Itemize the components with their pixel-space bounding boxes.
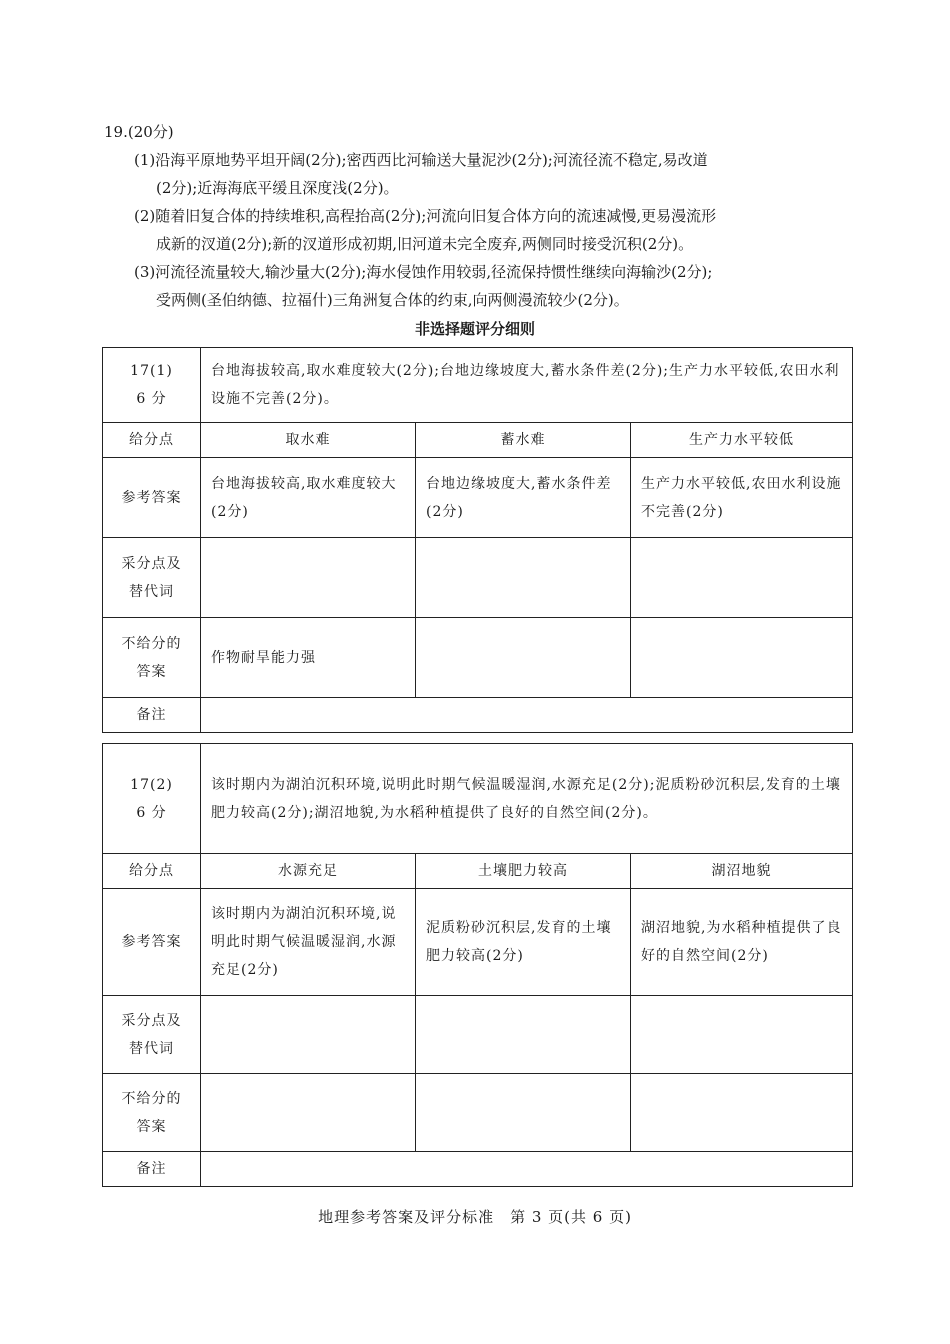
answer-cell: 泥质粉砂沉积层,发育的土壤肥力较高(2分)	[416, 889, 631, 996]
table-row	[103, 996, 853, 1074]
table-row	[103, 1152, 853, 1187]
keyword-label	[103, 538, 201, 618]
answer-cell: 生产力水平较低,农田水利设施不完善(2分)	[631, 458, 853, 538]
table-row	[103, 458, 853, 538]
no-score-label	[103, 1074, 201, 1152]
keyword-cell	[201, 538, 416, 618]
points-label: 给分点	[103, 423, 201, 458]
q19-p2-line1: (2)随着旧复合体的持续堆积,高程抬高(2分);河流向旧复合体方向的流速减慢,更易漫流形	[134, 207, 717, 225]
keyword-label-line1: 采分点及	[121, 1012, 182, 1029]
question-number-cell	[103, 744, 201, 854]
question-19	[104, 118, 864, 314]
q19-heading: 19.(20分)	[104, 123, 174, 141]
keyword-label-line2: 替代词	[129, 1040, 174, 1057]
question-score: 6 分	[136, 804, 167, 821]
remarks-cell	[201, 698, 853, 733]
q19-part-3	[104, 258, 864, 314]
table-row	[103, 744, 853, 854]
keyword-cell	[631, 538, 853, 618]
no-score-cell: 作物耐旱能力强	[201, 618, 416, 698]
scoring-table-17-2	[102, 743, 853, 1187]
point-cell: 湖沼地貌	[631, 854, 853, 889]
question-score: 6 分	[136, 391, 167, 407]
table-row	[103, 423, 853, 458]
reference-label: 参考答案	[103, 889, 201, 996]
q19-p1-line1: (1)沿海平原地势平坦开阔(2分);密西西比河输送大量泥沙(2分);河流径流不稳定,易改道	[134, 151, 708, 169]
question-number: 17(2)	[130, 776, 173, 793]
q19-part-1	[104, 146, 864, 202]
answer-cell: 该时期内为湖泊沉积环境,说明此时期气候温暖湿润,水源充足(2分)	[201, 889, 416, 996]
keyword-label	[103, 996, 201, 1074]
point-cell: 土壤肥力较高	[416, 854, 631, 889]
no-score-cell	[631, 618, 853, 698]
question-number: 17(1)	[130, 363, 173, 379]
q19-p2-line2: 成新的汊道(2分);新的汊道形成初期,旧河道未完全废弃,两侧同时接受沉积(2分)。	[156, 235, 694, 253]
answer-cell: 台地边缘坡度大,蓄水条件差(2分)	[416, 458, 631, 538]
keyword-cell	[416, 996, 631, 1074]
answer-cell: 台地海拔较高,取水难度较大(2分)	[201, 458, 416, 538]
q19-p3-line2: 受两侧(圣伯纳德、拉福什)三角洲复合体的约束,向两侧漫流较少(2分)。	[156, 291, 629, 309]
table-row	[103, 889, 853, 996]
no-score-cell	[416, 1074, 631, 1152]
remarks-cell	[201, 1152, 853, 1187]
table-row	[103, 618, 853, 698]
page-footer: 地理参考答案及评分标准 第 3 页(共 6 页)	[318, 1208, 632, 1226]
no-score-label-line2: 答案	[136, 1118, 167, 1135]
q19-part-2	[104, 202, 864, 258]
section-title: 非选择题评分细则	[414, 320, 535, 338]
table-row	[103, 1074, 853, 1152]
q19-p1-line2: (2分);近海海底平缓且深度浅(2分)。	[156, 179, 399, 197]
remarks-label: 备注	[103, 698, 201, 733]
keyword-cell	[201, 996, 416, 1074]
table-row	[103, 854, 853, 889]
no-score-label	[103, 618, 201, 698]
full-answer-cell: 该时期内为湖泊沉积环境,说明此时期气候温暖湿润,水源充足(2分);泥质粉砂沉积层,发育的土壤肥力较高(2分);湖沼地貌,为水稻种植提供了良好的自然空间(2分)。	[201, 744, 853, 854]
no-score-cell	[201, 1074, 416, 1152]
scoring-table-17-1	[102, 347, 853, 733]
full-answer-cell: 台地海拔较高,取水难度较大(2分);台地边缘坡度大,蓄水条件差(2分);生产力水平较低,农田水利设施不完善(2分)。	[201, 348, 853, 423]
question-number-cell	[103, 348, 201, 423]
keyword-label-line1: 采分点及	[121, 555, 182, 572]
point-cell: 蓄水难	[416, 423, 631, 458]
point-cell: 水源充足	[201, 854, 416, 889]
point-cell: 取水难	[201, 423, 416, 458]
points-label: 给分点	[103, 854, 201, 889]
table-row	[103, 698, 853, 733]
keyword-cell	[416, 538, 631, 618]
q19-p3-line1: (3)河流径流量较大,输沙量大(2分);海水侵蚀作用较弱,径流保持惯性继续向海输沙(2分);	[134, 263, 713, 281]
point-cell: 生产力水平较低	[631, 423, 853, 458]
no-score-label-line2: 答案	[136, 663, 167, 680]
keyword-label-line2: 替代词	[129, 583, 174, 600]
no-score-label-line1: 不给分的	[121, 635, 182, 652]
remarks-label: 备注	[103, 1152, 201, 1187]
table-row	[103, 348, 853, 423]
reference-label: 参考答案	[103, 458, 201, 538]
answer-cell: 湖沼地貌,为水稻种植提供了良好的自然空间(2分)	[631, 889, 853, 996]
no-score-cell	[416, 618, 631, 698]
table-row	[103, 538, 853, 618]
no-score-cell	[631, 1074, 853, 1152]
no-score-label-line1: 不给分的	[121, 1090, 182, 1107]
keyword-cell	[631, 996, 853, 1074]
